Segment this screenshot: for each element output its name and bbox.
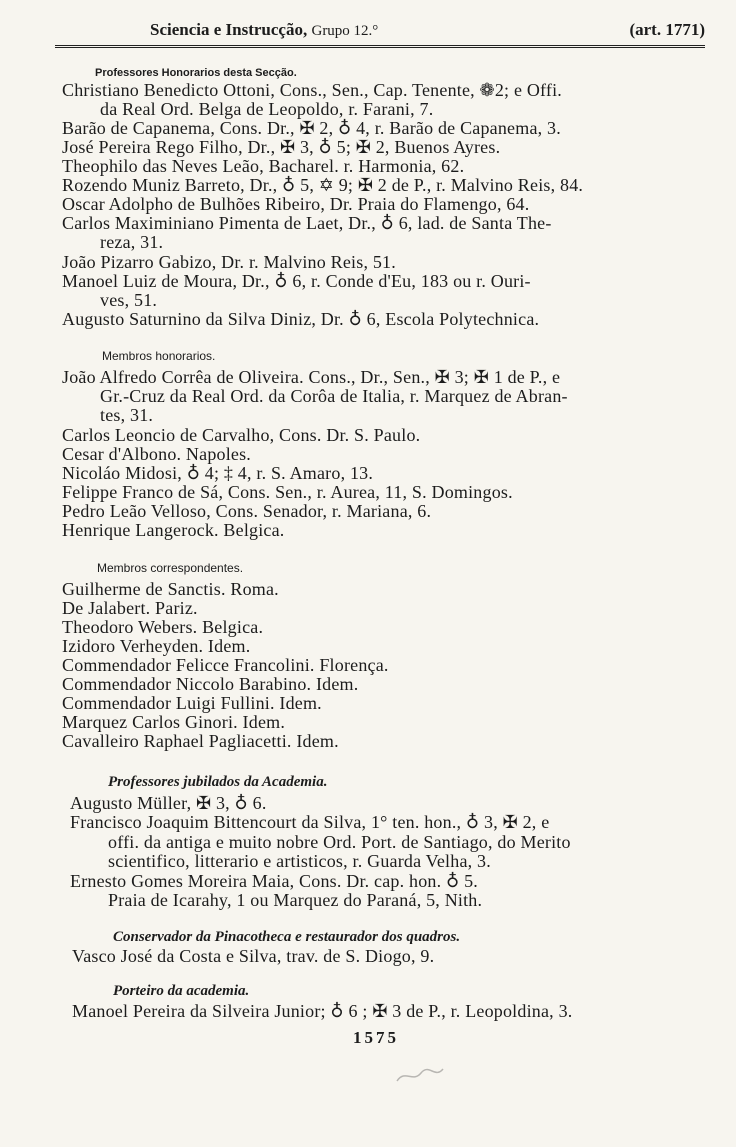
entry-line: Oscar Adolpho de Bulhões Ribeiro, Dr. Praia do Flamengo, 64. [62, 194, 530, 214]
entry-line: offi. da antiga e muito nobre Ord. Port. de Santiago, do Merito [108, 832, 571, 852]
entry-line: Carlos Leoncio de Carvalho, Cons. Dr. S. Paulo. [62, 425, 421, 445]
entry-line: Henrique Langerock. Belgica. [62, 520, 285, 540]
entry-line: Guilherme de Sanctis. Roma. [62, 579, 279, 599]
entry-line: Pedro Leão Velloso, Cons. Senador, r. Mariana, 6. [62, 501, 432, 521]
section-heading: Conservador da Pinacotheca e restaurador dos quadros. [113, 929, 461, 945]
entry-line: Rozendo Muniz Barreto, Dr., ♁ 5, ✡ 9; ✠ 2 de P., r. Malvino Reis, 84. [62, 175, 584, 195]
entry-line: Carlos Maximiniano Pimenta de Laet, Dr., ♁ 6, lad. de Santa The- [62, 213, 552, 233]
entry-line: Francisco Joaquim Bittencourt da Silva, 1° ten. hon., ♁ 3, ✠ 2, e [70, 812, 550, 832]
entry-line: José Pereira Rego Filho, Dr., ✠ 3, ♁ 5; ✠ 2, Buenos Ayres. [62, 137, 501, 157]
entry-line: Cavalleiro Raphael Pagliacetti. Idem. [62, 731, 339, 751]
section-heading: Membros honorarios. [102, 349, 216, 363]
section-heading: Professores jubilados da Academia. [108, 774, 328, 790]
entry-line: Gr.-Cruz da Real Ord. da Corôa de Italia, r. Marquez de Abran- [100, 386, 568, 406]
entry-line: Commendador Felicce Francolini. Florença. [62, 655, 389, 675]
entry-line: Nicoláo Midosi, ♁ 4; ‡ 4, r. S. Amaro, 13. [62, 463, 374, 483]
entry-line: scientifico, litterario e artisticos, r. Guarda Velha, 3. [108, 851, 491, 871]
entry-line: Commendador Niccolo Barabino. Idem. [62, 674, 359, 694]
entry-line: da Real Ord. Belga de Leopoldo, r. Farani, 7. [100, 99, 434, 119]
entry-line: Augusto Saturnino da Silva Diniz, Dr. ♁ 6, Escola Polytechnica. [62, 309, 540, 329]
entry-line: Marquez Carlos Ginori. Idem. [62, 712, 286, 732]
entry-line: tes, 31. [100, 405, 154, 425]
entry-line: ves, 51. [100, 290, 158, 310]
section-heading: Professores Honorarios desta Secção. [95, 67, 297, 79]
entry-line: Felippe Franco de Sá, Cons. Sen., r. Aurea, 11, S. Domingos. [62, 482, 513, 502]
section-heading: Membros correspondentes. [97, 561, 244, 575]
entry-line: Izidoro Verheyden. Idem. [62, 636, 251, 656]
entry-line: Christiano Benedicto Ottoni, Cons., Sen., Cap. Tenente, ❁2; e Offi. [62, 80, 562, 100]
entry-line: Praia de Icarahy, 1 ou Marquez do Paraná, 5, Nith. [108, 890, 483, 910]
header-group: Grupo 12.° [311, 23, 379, 39]
page-header [150, 20, 705, 40]
entry-line: Theodoro Webers. Belgica. [62, 617, 264, 637]
entry-line: Augusto Müller, ✠ 3, ♁ 6. [70, 793, 267, 813]
ink-smudge-mark [395, 1065, 445, 1085]
entry-line: De Jalabert. Pariz. [62, 598, 198, 618]
header-rule [55, 45, 705, 48]
entry-line: Barão de Capanema, Cons. Dr., ✠ 2, ♁ 4, r. Barão de Capanema, 3. [62, 118, 561, 138]
entry-line: Vasco José da Costa e Silva, trav. de S. Diogo, 9. [72, 946, 435, 966]
entry-line: reza, 31. [100, 232, 164, 252]
entry-line: Manoel Pereira da Silveira Junior; ♁ 6 ; ✠ 3 de P., r. Leopoldina, 3. [72, 1001, 573, 1021]
entry-line: Theophilo das Neves Leão, Bacharel. r. Harmonia, 62. [62, 156, 465, 176]
page-number: 1575 [353, 1028, 399, 1047]
entry-line: Cesar d'Albono. Napoles. [62, 444, 252, 464]
entry-line: Ernesto Gomes Moreira Maia, Cons. Dr. cap. hon. ♁ 5. [70, 871, 479, 891]
section-heading: Porteiro da academia. [113, 983, 250, 999]
header-article: (art. 1771) [629, 20, 705, 39]
entry-line: Commendador Luigi Fullini. Idem. [62, 693, 322, 713]
entry-line: João Pizarro Gabizo, Dr. r. Malvino Reis, 51. [62, 252, 396, 272]
entry-line: João Alfredo Corrêa de Oliveira. Cons., Dr., Sen., ✠ 3; ✠ 1 de P., e [62, 367, 561, 387]
entry-line: Manoel Luiz de Moura, Dr., ♁ 6, r. Conde d'Eu, 183 ou r. Ouri- [62, 271, 531, 291]
header-title: Sciencia e Instrucção, [150, 20, 308, 39]
